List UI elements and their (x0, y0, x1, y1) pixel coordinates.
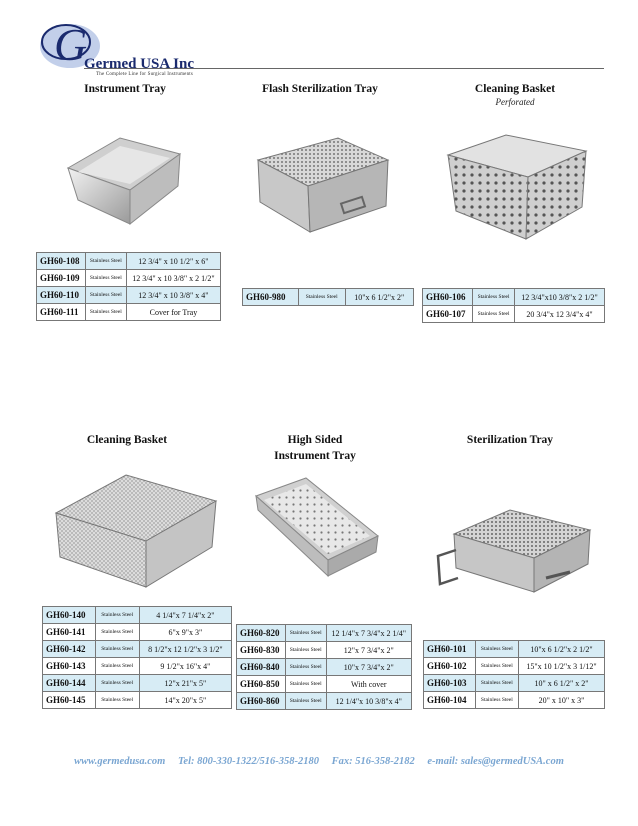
material: Stainless Steel (95, 675, 139, 692)
dimensions: 14"x 20"x 5" (139, 692, 231, 709)
table-row (424, 675, 605, 692)
dimensions: With cover (326, 676, 411, 693)
product-code: GH60-111 (37, 304, 86, 321)
table-row (237, 659, 412, 676)
material: Stainless Steel (95, 607, 139, 624)
table-row (237, 693, 412, 710)
material: Stainless Steel (473, 306, 515, 323)
spec-table (422, 288, 605, 323)
spec-table (36, 252, 221, 321)
svg-text:G: G (54, 19, 88, 70)
table-row (43, 675, 232, 692)
product-code: GH60-103 (424, 675, 476, 692)
dimensions: 10"x 6 1/2"x 2" (345, 289, 413, 306)
phone-numbers: Tel: 800-330-1322/516-358-2180 (177, 756, 320, 767)
dimensions: 4 1/4"x 7 1/4"x 2" (139, 607, 231, 624)
product-code: GH60-145 (43, 692, 96, 709)
material: Stainless Steel (475, 692, 518, 709)
material: Stainless Steel (475, 658, 518, 675)
dimensions: 10"x 7 3/4"x 2" (326, 659, 411, 676)
product-code: GH60-980 (243, 289, 299, 306)
table-row (43, 658, 232, 675)
product-code: GH60-109 (37, 270, 86, 287)
cleaning-basket-image (46, 455, 226, 595)
material: Stainless Steel (285, 676, 326, 693)
material: Stainless Steel (85, 270, 126, 287)
dimensions: 6"x 9"x 3" (139, 624, 231, 641)
dimensions: 12"x 7 3/4"x 2" (326, 642, 411, 659)
dimensions: 20 3/4"x 12 3/4"x 4" (515, 306, 605, 323)
spec-table (42, 606, 232, 709)
table-row (423, 306, 605, 323)
table-row (237, 642, 412, 659)
product-code: GH60-101 (424, 641, 476, 658)
material: Stainless Steel (285, 625, 326, 642)
table-row (43, 624, 232, 641)
table-row (37, 287, 221, 304)
perforated-basket-image (436, 115, 596, 255)
product-title: Sterilization Tray (466, 434, 554, 446)
product-title: Instrument Tray (84, 83, 166, 95)
dimensions: 10"x 6 1/2"x 2 1/2" (519, 641, 605, 658)
product-code: GH60-107 (423, 306, 473, 323)
material: Stainless Steel (85, 287, 126, 304)
dimensions: 12 1/4"x 10 3/8"x 4" (326, 693, 411, 710)
product-code: GH60-102 (424, 658, 476, 675)
material: Stainless Steel (85, 304, 126, 321)
product-code: GH60-860 (237, 693, 286, 710)
product-code: GH60-850 (237, 676, 286, 693)
table-row (424, 641, 605, 658)
fax-number: Fax: 516-358-2182 (331, 756, 415, 767)
product-title: Flash Sterilization Tray (262, 83, 378, 95)
brand-name: Germed USA Inc (84, 56, 194, 72)
product-code: GH60-108 (37, 253, 86, 270)
table-row (424, 658, 605, 675)
product-title: Cleaning Basket (474, 83, 556, 95)
product-title: High Sided (287, 434, 343, 446)
brand-tagline: The Complete Line for Surgical Instruments (96, 72, 194, 77)
spec-table (242, 288, 414, 306)
product-code: GH60-840 (237, 659, 286, 676)
table-row (237, 676, 412, 693)
product-code: GH60-106 (423, 289, 473, 306)
table-row (43, 641, 232, 658)
product-code: GH60-144 (43, 675, 96, 692)
footer-contact (0, 756, 638, 767)
material: Stainless Steel (473, 289, 515, 306)
product-code: GH60-142 (43, 641, 96, 658)
material: Stainless Steel (298, 289, 345, 306)
dimensions: 12 3/4" x 10 3/8" x 4" (126, 287, 220, 304)
product-title-line2: Instrument Tray (274, 450, 356, 462)
sterilization-tray-image (430, 480, 598, 610)
material: Stainless Steel (475, 641, 518, 658)
table-row (424, 692, 605, 709)
dimensions: 12 3/4" x 10 3/8" x 2 1/2" (126, 270, 220, 287)
dimensions: Cover for Tray (126, 304, 220, 321)
dimensions: 12 3/4" x 10 1/2" x 6" (126, 253, 220, 270)
spec-table (236, 624, 412, 710)
dimensions: 10" x 6 1/2" x 2" (519, 675, 605, 692)
dimensions: 12 3/4"x10 3/8"x 2 1/2" (515, 289, 605, 306)
product-code: GH60-110 (37, 287, 86, 304)
product-code: GH60-141 (43, 624, 96, 641)
material: Stainless Steel (85, 253, 126, 270)
product-code: GH60-104 (424, 692, 476, 709)
dimensions: 9 1/2"x 16"x 4" (139, 658, 231, 675)
table-row (37, 253, 221, 270)
product-code: GH60-830 (237, 642, 286, 659)
dimensions: 20" x 10" x 3" (519, 692, 605, 709)
table-row (37, 270, 221, 287)
high-sided-tray-image (248, 466, 388, 606)
product-code: GH60-820 (237, 625, 286, 642)
table-row (37, 304, 221, 321)
material: Stainless Steel (285, 659, 326, 676)
table-row (43, 607, 232, 624)
table-row (243, 289, 414, 306)
flash-sterilization-tray-image (248, 120, 398, 250)
instrument-tray-image (60, 106, 190, 236)
dimensions: 12 1/4"x 7 3/4"x 2 1/4" (326, 625, 411, 642)
spec-table (423, 640, 605, 709)
product-subtitle: Perforated (495, 97, 535, 107)
dimensions: 12"x 21"x 5" (139, 675, 231, 692)
product-code: GH60-140 (43, 607, 96, 624)
product-title: Cleaning Basket (86, 434, 168, 446)
dimensions: 8 1/2"x 12 1/2"x 3 1/2" (139, 641, 231, 658)
table-row (423, 289, 605, 306)
material: Stainless Steel (475, 675, 518, 692)
table-row (43, 692, 232, 709)
product-code: GH60-143 (43, 658, 96, 675)
website-link[interactable]: www.germedusa.com (74, 756, 166, 767)
material: Stainless Steel (95, 624, 139, 641)
dimensions: 15"x 10 1/2"x 3 1/12" (519, 658, 605, 675)
material: Stainless Steel (285, 693, 326, 710)
material: Stainless Steel (95, 658, 139, 675)
table-row (237, 625, 412, 642)
material: Stainless Steel (95, 641, 139, 658)
email-link[interactable]: e-mail: sales@germedUSA.com (427, 756, 564, 767)
material: Stainless Steel (95, 692, 139, 709)
material: Stainless Steel (285, 642, 326, 659)
